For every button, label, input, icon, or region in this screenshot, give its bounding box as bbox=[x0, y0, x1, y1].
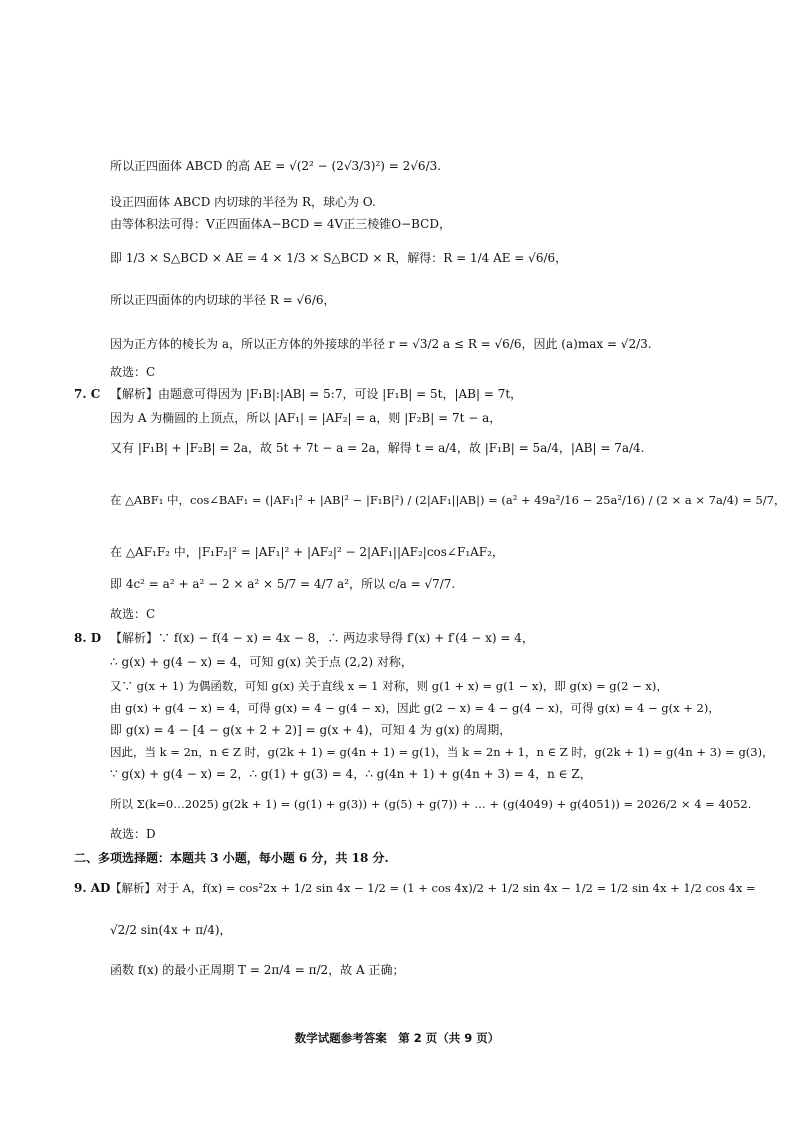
question-number: 7. C bbox=[74, 387, 101, 401]
text-line: 【解析】由题意可得因为 |F₁B|:|AB| = 5:7，可设 |F₁B| = 5t，|AB| = 7t， bbox=[110, 387, 523, 401]
text-line: 【解析】对于 A，f(x) = cos²2x + 1/2 sin 4x − 1/2 = (1 + cos 4x)/2 + 1/2 sin 4x − 1/2 = 1/2 sin 4x + 1/2 cos 4x = bbox=[110, 881, 756, 895]
text-line: 函数 f(x) 的最小正周期 T = 2π/4 = π/2，故 A 正确； bbox=[110, 963, 405, 977]
text-line: ∴ g(x) + g(4 − x) = 4，可知 g(x) 关于点 (2,2) 对称， bbox=[110, 655, 413, 669]
text-line: 即 g(x) = 4 − [4 − g(x + 2 + 2)] = g(x + 4)，可知 4 为 g(x) 的周期， bbox=[110, 723, 512, 737]
section-heading: 二、多项选择题：本题共 3 小题，每小题 6 分，共 18 分. bbox=[74, 851, 389, 865]
question-number: 9. AD bbox=[74, 881, 111, 895]
text-line: 设正四面体 ABCD 内切球的半径为 R，球心为 O. bbox=[110, 195, 376, 209]
text-line: ∵ g(x) + g(4 − x) = 2，∴ g(1) + g(3) = 4，∴ g(4n + 1) + g(4n + 3) = 4，n ∈ Z， bbox=[110, 767, 592, 781]
text-line: 所以正四面体的内切球的半径 R = √6/6， bbox=[110, 293, 336, 307]
text-line: 因为 A 为椭圆的上顶点，所以 |AF₁| = |AF₂| = a，则 |F₂B| = 7t − a， bbox=[110, 411, 502, 425]
text-line: 即 1/3 × S△BCD × AE = 4 × 1/3 × S△BCD × R，解得：R = 1/4 AE = √6/6， bbox=[110, 251, 568, 265]
text-line: 【解析】∵ f(x) − f(4 − x) = 4x − 8，∴ 两边求导得 f′(x) + f′(4 − x) = 4， bbox=[110, 631, 534, 645]
text-line: 即 4c² = a² + a² − 2 × a² × 5/7 = 4/7 a²，所以 c/a = √7/7. bbox=[110, 577, 456, 591]
text-line: 所以正四面体 ABCD 的高 AE = √(2² − (2√3/3)²) = 2√6/3. bbox=[110, 159, 442, 173]
text-line: 因为正方体的棱长为 a，所以正方体的外接球的半径 r = √3/2 a ≤ R = √6/6，因此 (a)max = √2/3. bbox=[110, 337, 652, 351]
text-line: 故选：D bbox=[110, 827, 156, 841]
text-line: 又有 |F₁B| + |F₂B| = 2a，故 5t + 7t − a = 2a，解得 t = a/4，故 |F₁B| = 5a/4，|AB| = 7a/4. bbox=[110, 441, 645, 455]
text-line: 所以 Σ(k=0…2025) g(2k + 1) = (g(1) + g(3)) + (g(5) + g(7)) + … + (g(4049) + g(4051)) = 2026/2 × 4 = 4052. bbox=[110, 797, 752, 811]
question-number: 8. D bbox=[74, 631, 102, 645]
text-line: 在 △ABF₁ 中，cos∠BAF₁ = (|AF₁|² + |AB|² − |F₁B|²) / (2|AF₁||AB|) = (a² + 49a²/16 − 25a²/16) / (2 × a × 7a/4) = 5/7， bbox=[110, 493, 786, 507]
text-line: 在 △AF₁F₂ 中，|F₁F₂|² = |AF₁|² + |AF₂|² − 2|AF₁||AF₂|cos∠F₁AF₂， bbox=[110, 545, 504, 559]
text-line: 又∵ g(x + 1) 为偶函数，可知 g(x) 关于直线 x = 1 对称，则 g(1 + x) = g(1 − x)，即 g(x) = g(2 − x)， bbox=[110, 679, 668, 693]
text-line: 由等体积法可得：V正四面体A−BCD = 4V正三棱锥O−BCD， bbox=[110, 217, 451, 231]
text-line: 因此，当 k = 2n，n ∈ Z 时，g(2k + 1) = g(4n + 1) = g(1)，当 k = 2n + 1，n ∈ Z 时，g(2k + 1) = g(4n + 3) = g(3)， bbox=[110, 745, 774, 759]
page-footer: 数学试题参考答案 第 2 页（共 9 页） bbox=[294, 1031, 500, 1045]
text-line: √2/2 sin(4x + π/4)， bbox=[110, 923, 232, 937]
text-line: 由 g(x) + g(4 − x) = 4，可得 g(x) = 4 − g(4 − x)，因此 g(2 − x) = 4 − g(4 − x)，可得 g(x) = 4 − g(x + 2)， bbox=[110, 701, 720, 715]
text-line: 故选：C bbox=[110, 365, 156, 379]
text-line: 故选：C bbox=[110, 607, 156, 621]
